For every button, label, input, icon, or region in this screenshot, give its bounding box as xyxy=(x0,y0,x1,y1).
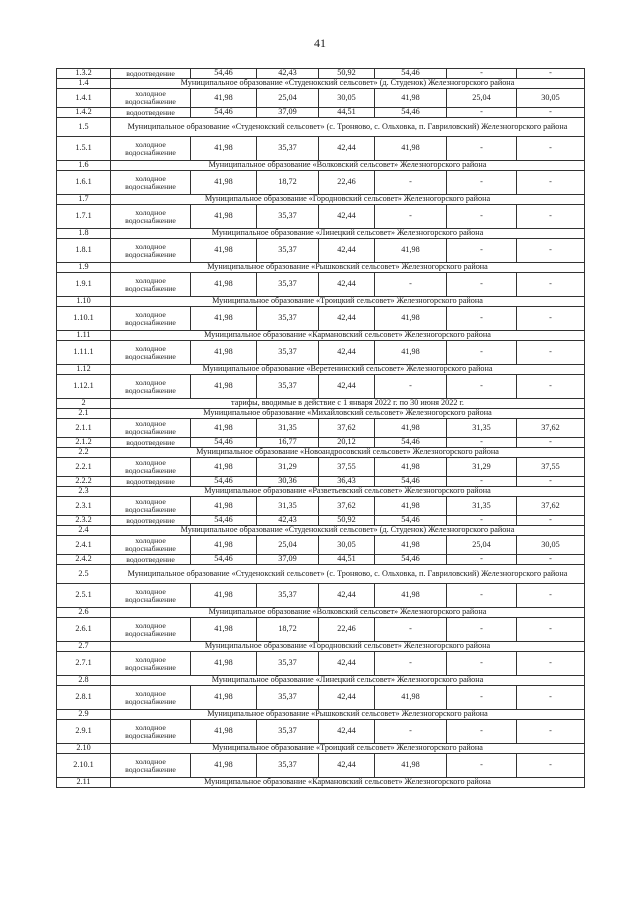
table-row xyxy=(57,273,585,297)
tariff-value: 42,44 xyxy=(319,341,375,365)
service-type: холодное водоснабжение xyxy=(111,137,191,161)
row-number: 1.3.2 xyxy=(57,69,111,79)
tariff-value: 41,98 xyxy=(375,419,447,438)
section-header-row xyxy=(57,608,585,618)
tariff-value: - xyxy=(517,720,585,744)
tariff-value: - xyxy=(517,516,585,526)
tariff-value: 20,12 xyxy=(319,438,375,448)
tariff-value: 35,37 xyxy=(257,720,319,744)
row-number: 2.9.1 xyxy=(57,720,111,744)
tariff-value: 35,37 xyxy=(257,239,319,263)
row-number: 1.12.1 xyxy=(57,375,111,399)
section-title: Муниципальное образование «Линецкий сельсовет» Железногорского района xyxy=(111,229,585,239)
table-row xyxy=(57,497,585,516)
section-title: Муниципальное образование «Студенокский сельсовет» (с. Троняово, с. Ольховка, п. Гавриловский) Железногорского района xyxy=(111,118,585,137)
tariff-value: - xyxy=(447,477,517,487)
service-type: холодное водоснабжение xyxy=(111,89,191,108)
row-number: 2.10.1 xyxy=(57,754,111,778)
section-header-row xyxy=(57,118,585,137)
section-header-row xyxy=(57,526,585,536)
tariff-value: 37,09 xyxy=(257,108,319,118)
table-row xyxy=(57,516,585,526)
table-row xyxy=(57,341,585,365)
tariff-value: 16,77 xyxy=(257,438,319,448)
section-header-row xyxy=(57,263,585,273)
table-row xyxy=(57,458,585,477)
tariff-value: 41,98 xyxy=(375,536,447,555)
row-number: 1.4.1 xyxy=(57,89,111,108)
section-number: 1.12 xyxy=(57,365,111,375)
tariff-value: 41,98 xyxy=(375,458,447,477)
tariff-value: 42,43 xyxy=(257,516,319,526)
tariff-value: 18,72 xyxy=(257,618,319,642)
tariff-value: 42,44 xyxy=(319,652,375,676)
section-header-row xyxy=(57,399,585,409)
row-number: 2.3.2 xyxy=(57,516,111,526)
tariff-value: - xyxy=(447,555,517,565)
tariff-value: - xyxy=(447,516,517,526)
section-title: Муниципальное образование «Городновский сельсовет» Железногорского района xyxy=(111,195,585,205)
tariff-value: - xyxy=(517,652,585,676)
tariff-value: - xyxy=(447,438,517,448)
service-type: холодное водоснабжение xyxy=(111,205,191,229)
section-title: Муниципальное образование «Студенокский сельсовет» (д. Студенок) Железногорского района xyxy=(111,526,585,536)
table-row xyxy=(57,419,585,438)
service-type: водоотведение xyxy=(111,108,191,118)
tariff-value: 41,98 xyxy=(375,89,447,108)
tariff-value: 41,98 xyxy=(191,720,257,744)
section-number: 2.1 xyxy=(57,409,111,419)
section-number: 1.11 xyxy=(57,331,111,341)
service-type: холодное водоснабжение xyxy=(111,652,191,676)
tariff-value: 41,98 xyxy=(191,652,257,676)
table-row xyxy=(57,69,585,79)
tariff-value: 35,37 xyxy=(257,273,319,297)
section-number: 1.4 xyxy=(57,79,111,89)
tariff-value: - xyxy=(517,438,585,448)
tariff-value: - xyxy=(375,273,447,297)
service-type: холодное водоснабжение xyxy=(111,171,191,195)
tariff-value: 42,44 xyxy=(319,307,375,331)
section-header-row xyxy=(57,229,585,239)
table-row xyxy=(57,477,585,487)
section-title: Муниципальное образование «Кармановский сельсовет» Железногорского района xyxy=(111,331,585,341)
section-header-row xyxy=(57,487,585,497)
section-number: 2 xyxy=(57,399,111,409)
table-row xyxy=(57,171,585,195)
tariff-value: - xyxy=(447,341,517,365)
section-title: Муниципальное образование «Троицкий сельсовет» Железногорского района xyxy=(111,297,585,307)
tariff-value: - xyxy=(447,69,517,79)
tariff-value: - xyxy=(517,341,585,365)
section-title: Муниципальное образование «Разветьевский сельсовет» Железногорского района xyxy=(111,487,585,497)
section-number: 2.11 xyxy=(57,778,111,788)
tariff-value: 41,98 xyxy=(191,137,257,161)
tariff-value: - xyxy=(447,754,517,778)
service-type: водоотведение xyxy=(111,477,191,487)
tariff-value: 44,51 xyxy=(319,555,375,565)
tariff-value: 42,44 xyxy=(319,584,375,608)
service-type: холодное водоснабжение xyxy=(111,686,191,710)
table-row xyxy=(57,536,585,555)
tariff-value: 42,44 xyxy=(319,375,375,399)
row-number: 1.9.1 xyxy=(57,273,111,297)
section-number: 1.5 xyxy=(57,118,111,137)
tariff-value: 41,98 xyxy=(375,137,447,161)
tariff-value: 41,98 xyxy=(375,497,447,516)
tariff-value: 41,98 xyxy=(191,497,257,516)
tariff-value: 42,44 xyxy=(319,720,375,744)
tariff-value: 41,98 xyxy=(375,341,447,365)
section-number: 2.10 xyxy=(57,744,111,754)
table-row xyxy=(57,137,585,161)
tariff-value: 31,35 xyxy=(447,497,517,516)
tariff-value: - xyxy=(517,375,585,399)
section-title: Муниципальное образование «Троицкий сельсовет» Железногорского района xyxy=(111,744,585,754)
row-number: 2.1.1 xyxy=(57,419,111,438)
tariff-value: - xyxy=(517,171,585,195)
section-header-row xyxy=(57,744,585,754)
tariff-value: - xyxy=(517,239,585,263)
tariff-value: 35,37 xyxy=(257,754,319,778)
section-title: Муниципальное образование «Городновский сельсовет» Железногорского района xyxy=(111,642,585,652)
table-row xyxy=(57,438,585,448)
tariff-value: 31,35 xyxy=(257,419,319,438)
row-number: 2.4.1 xyxy=(57,536,111,555)
section-title: Муниципальное образование «Кармановский сельсовет» Железногорского района xyxy=(111,778,585,788)
row-number: 2.6.1 xyxy=(57,618,111,642)
tariff-value: 35,37 xyxy=(257,341,319,365)
section-number: 2.9 xyxy=(57,710,111,720)
tariff-value: - xyxy=(517,754,585,778)
row-number: 2.5.1 xyxy=(57,584,111,608)
table-row xyxy=(57,307,585,331)
row-number: 2.1.2 xyxy=(57,438,111,448)
row-number: 1.8.1 xyxy=(57,239,111,263)
service-type: холодное водоснабжение xyxy=(111,497,191,516)
tariff-value: - xyxy=(447,307,517,331)
section-header-row xyxy=(57,297,585,307)
tariff-table xyxy=(56,68,585,788)
service-type: холодное водоснабжение xyxy=(111,720,191,744)
tariff-value: 41,98 xyxy=(191,458,257,477)
tariff-value: 41,98 xyxy=(191,584,257,608)
row-number: 2.2.1 xyxy=(57,458,111,477)
tariff-value: 41,98 xyxy=(191,686,257,710)
service-type: холодное водоснабжение xyxy=(111,618,191,642)
section-number: 2.7 xyxy=(57,642,111,652)
tariff-value: - xyxy=(517,273,585,297)
service-type: водоотведение xyxy=(111,516,191,526)
tariff-value: 44,51 xyxy=(319,108,375,118)
section-number: 2.2 xyxy=(57,448,111,458)
tariff-value: 42,44 xyxy=(319,239,375,263)
section-title: Муниципальное образование «Рышковский сельсовет» Железногорского района xyxy=(111,710,585,720)
tariff-value: 54,46 xyxy=(375,477,447,487)
table-row xyxy=(57,89,585,108)
tariff-value: 54,46 xyxy=(375,516,447,526)
tariff-value: - xyxy=(375,205,447,229)
section-title: Муниципальное образование «Михайловский сельсовет» Железногорского района xyxy=(111,409,585,419)
tariff-value: 30,05 xyxy=(517,89,585,108)
service-type: холодное водоснабжение xyxy=(111,239,191,263)
tariff-value: 35,37 xyxy=(257,686,319,710)
service-type: холодное водоснабжение xyxy=(111,536,191,555)
tariff-value: - xyxy=(375,652,447,676)
tariff-value: 35,37 xyxy=(257,375,319,399)
section-header-row xyxy=(57,79,585,89)
table-row xyxy=(57,754,585,778)
service-type: холодное водоснабжение xyxy=(111,307,191,331)
tariff-value: 41,98 xyxy=(375,686,447,710)
tariff-value: 30,05 xyxy=(319,536,375,555)
tariff-value: - xyxy=(447,108,517,118)
row-number: 2.3.1 xyxy=(57,497,111,516)
row-number: 2.8.1 xyxy=(57,686,111,710)
service-type: холодное водоснабжение xyxy=(111,458,191,477)
section-header-row xyxy=(57,161,585,171)
tariff-value: 30,36 xyxy=(257,477,319,487)
section-title: Муниципальное образование «Рышковский сельсовет» Железногорского района xyxy=(111,263,585,273)
tariff-value: - xyxy=(375,618,447,642)
tariff-value: - xyxy=(517,618,585,642)
tariff-value: 54,46 xyxy=(191,438,257,448)
table-row xyxy=(57,205,585,229)
section-number: 1.6 xyxy=(57,161,111,171)
tariff-value: 42,44 xyxy=(319,137,375,161)
section-title: Муниципальное образование «Веретенинский сельсовет» Железногорского района xyxy=(111,365,585,375)
tariff-value: - xyxy=(517,584,585,608)
tariff-value: 35,37 xyxy=(257,137,319,161)
tariff-value: - xyxy=(447,686,517,710)
section-header-row xyxy=(57,710,585,720)
tariff-value: - xyxy=(375,171,447,195)
section-header-row xyxy=(57,331,585,341)
section-number: 2.4 xyxy=(57,526,111,536)
tariff-value: 41,98 xyxy=(191,419,257,438)
section-title: Муниципальное образование «Студенокский сельсовет» (с. Троняово, с. Ольховка, п. Гавриловский) Железногорского района xyxy=(111,565,585,584)
row-number: 2.7.1 xyxy=(57,652,111,676)
tariff-value: 41,98 xyxy=(191,273,257,297)
tariff-value: 54,46 xyxy=(191,555,257,565)
table-row xyxy=(57,375,585,399)
service-type: холодное водоснабжение xyxy=(111,341,191,365)
tariff-value: 41,98 xyxy=(191,536,257,555)
tariff-value: 37,62 xyxy=(319,419,375,438)
tariff-value: 41,98 xyxy=(191,89,257,108)
tariff-value: - xyxy=(517,477,585,487)
tariff-value: 54,46 xyxy=(375,108,447,118)
tariff-value: 36,43 xyxy=(319,477,375,487)
table-row xyxy=(57,618,585,642)
tariff-value: - xyxy=(447,584,517,608)
section-number: 1.10 xyxy=(57,297,111,307)
tariff-value: 37,55 xyxy=(517,458,585,477)
section-title: Муниципальное образование «Волковский сельсовет» Железногорского района xyxy=(111,608,585,618)
tariff-value: - xyxy=(375,375,447,399)
tariff-value: - xyxy=(517,686,585,710)
tariff-value: 25,04 xyxy=(447,536,517,555)
tariff-value: - xyxy=(447,205,517,229)
section-title: Муниципальное образование «Новоандросовский сельсовет» Железногорского района xyxy=(111,448,585,458)
tariff-value: 31,35 xyxy=(257,497,319,516)
tariff-value: 35,37 xyxy=(257,584,319,608)
tariff-value: 22,46 xyxy=(319,618,375,642)
tariff-value: - xyxy=(517,555,585,565)
tariff-value: 22,46 xyxy=(319,171,375,195)
tariff-value: - xyxy=(447,137,517,161)
service-type: холодное водоснабжение xyxy=(111,273,191,297)
table-row xyxy=(57,555,585,565)
tariff-value: - xyxy=(517,69,585,79)
tariff-value: 35,37 xyxy=(257,205,319,229)
tariff-value: 41,98 xyxy=(375,239,447,263)
tariff-value: 54,46 xyxy=(191,477,257,487)
service-type: водоотведение xyxy=(111,555,191,565)
tariff-value: 37,55 xyxy=(319,458,375,477)
tariff-value: 31,35 xyxy=(447,419,517,438)
section-header-row xyxy=(57,195,585,205)
tariff-value: - xyxy=(447,720,517,744)
row-number: 2.4.2 xyxy=(57,555,111,565)
tariff-value: 54,46 xyxy=(191,516,257,526)
tariff-value: - xyxy=(447,375,517,399)
tariff-value: 41,98 xyxy=(191,375,257,399)
service-type: холодное водоснабжение xyxy=(111,419,191,438)
tariff-value: 25,04 xyxy=(257,536,319,555)
section-header-row xyxy=(57,448,585,458)
section-title: Муниципальное образование «Линецкий сельсовет» Железногорского района xyxy=(111,676,585,686)
tariff-table-body xyxy=(57,69,585,788)
section-title: Муниципальное образование «Волковский сельсовет» Железногорского района xyxy=(111,161,585,171)
tariff-value: 42,44 xyxy=(319,754,375,778)
row-number: 1.7.1 xyxy=(57,205,111,229)
tariff-value: 30,05 xyxy=(319,89,375,108)
tariff-value: - xyxy=(447,652,517,676)
tariff-value: 25,04 xyxy=(447,89,517,108)
service-type: водоотведение xyxy=(111,438,191,448)
row-number: 1.11.1 xyxy=(57,341,111,365)
tariff-value: 54,46 xyxy=(191,108,257,118)
tariff-value: 42,43 xyxy=(257,69,319,79)
section-number: 1.7 xyxy=(57,195,111,205)
tariff-value: 41,98 xyxy=(191,171,257,195)
service-type: холодное водоснабжение xyxy=(111,584,191,608)
row-number: 1.10.1 xyxy=(57,307,111,331)
section-number: 2.5 xyxy=(57,565,111,584)
section-header-row xyxy=(57,365,585,375)
tariff-value: 37,62 xyxy=(319,497,375,516)
section-number: 2.6 xyxy=(57,608,111,618)
tariff-value: 42,44 xyxy=(319,205,375,229)
tariff-value: 37,62 xyxy=(517,497,585,516)
section-header-row xyxy=(57,778,585,788)
page-number: 41 xyxy=(314,36,326,50)
tariff-value: 42,44 xyxy=(319,686,375,710)
section-number: 1.9 xyxy=(57,263,111,273)
tariff-value: 42,44 xyxy=(319,273,375,297)
row-number: 1.6.1 xyxy=(57,171,111,195)
tariff-value: 50,92 xyxy=(319,69,375,79)
tariff-value: - xyxy=(517,137,585,161)
tariff-value: 54,46 xyxy=(375,555,447,565)
service-type: холодное водоснабжение xyxy=(111,375,191,399)
tariff-value: - xyxy=(447,239,517,263)
section-header-row xyxy=(57,565,585,584)
table-row xyxy=(57,652,585,676)
tariff-value: 41,98 xyxy=(191,618,257,642)
tariff-value: 41,98 xyxy=(191,205,257,229)
tariff-value: 41,98 xyxy=(375,584,447,608)
tariff-value: 50,92 xyxy=(319,516,375,526)
tariff-value: 35,37 xyxy=(257,652,319,676)
tariff-value: 35,37 xyxy=(257,307,319,331)
tariff-value: - xyxy=(447,618,517,642)
table-row xyxy=(57,239,585,263)
table-row xyxy=(57,584,585,608)
tariff-value: 31,29 xyxy=(257,458,319,477)
tariff-value: 37,09 xyxy=(257,555,319,565)
row-number: 1.4.2 xyxy=(57,108,111,118)
tariff-value: - xyxy=(517,205,585,229)
tariff-value: - xyxy=(375,720,447,744)
section-title: тарифы, вводимые в действие с 1 января 2022 г. по 30 июня 2022 г. xyxy=(111,399,585,409)
table-row xyxy=(57,108,585,118)
tariff-value: - xyxy=(517,108,585,118)
tariff-value: 54,46 xyxy=(375,69,447,79)
section-title: Муниципальное образование «Студенокский сельсовет» (д. Студенок) Железногорского района xyxy=(111,79,585,89)
tariff-value: 41,98 xyxy=(191,239,257,263)
row-number: 1.5.1 xyxy=(57,137,111,161)
tariff-value: - xyxy=(447,171,517,195)
tariff-value: - xyxy=(447,273,517,297)
table-row xyxy=(57,686,585,710)
section-number: 2.8 xyxy=(57,676,111,686)
tariff-value: 41,98 xyxy=(375,754,447,778)
tariff-value: 41,98 xyxy=(375,307,447,331)
table-row xyxy=(57,720,585,744)
tariff-value: 18,72 xyxy=(257,171,319,195)
tariff-value: - xyxy=(517,307,585,331)
tariff-value: 54,46 xyxy=(375,438,447,448)
service-type: холодное водоснабжение xyxy=(111,754,191,778)
tariff-value: 41,98 xyxy=(191,341,257,365)
row-number: 2.2.2 xyxy=(57,477,111,487)
tariff-value: 31,29 xyxy=(447,458,517,477)
tariff-value: 41,98 xyxy=(191,307,257,331)
section-number: 1.8 xyxy=(57,229,111,239)
tariff-value: 54,46 xyxy=(191,69,257,79)
section-header-row xyxy=(57,642,585,652)
service-type: водоотведение xyxy=(111,69,191,79)
tariff-value: 25,04 xyxy=(257,89,319,108)
section-number: 2.3 xyxy=(57,487,111,497)
tariff-value: 37,62 xyxy=(517,419,585,438)
tariff-value: 30,05 xyxy=(517,536,585,555)
section-header-row xyxy=(57,409,585,419)
section-header-row xyxy=(57,676,585,686)
tariff-value: 41,98 xyxy=(191,754,257,778)
